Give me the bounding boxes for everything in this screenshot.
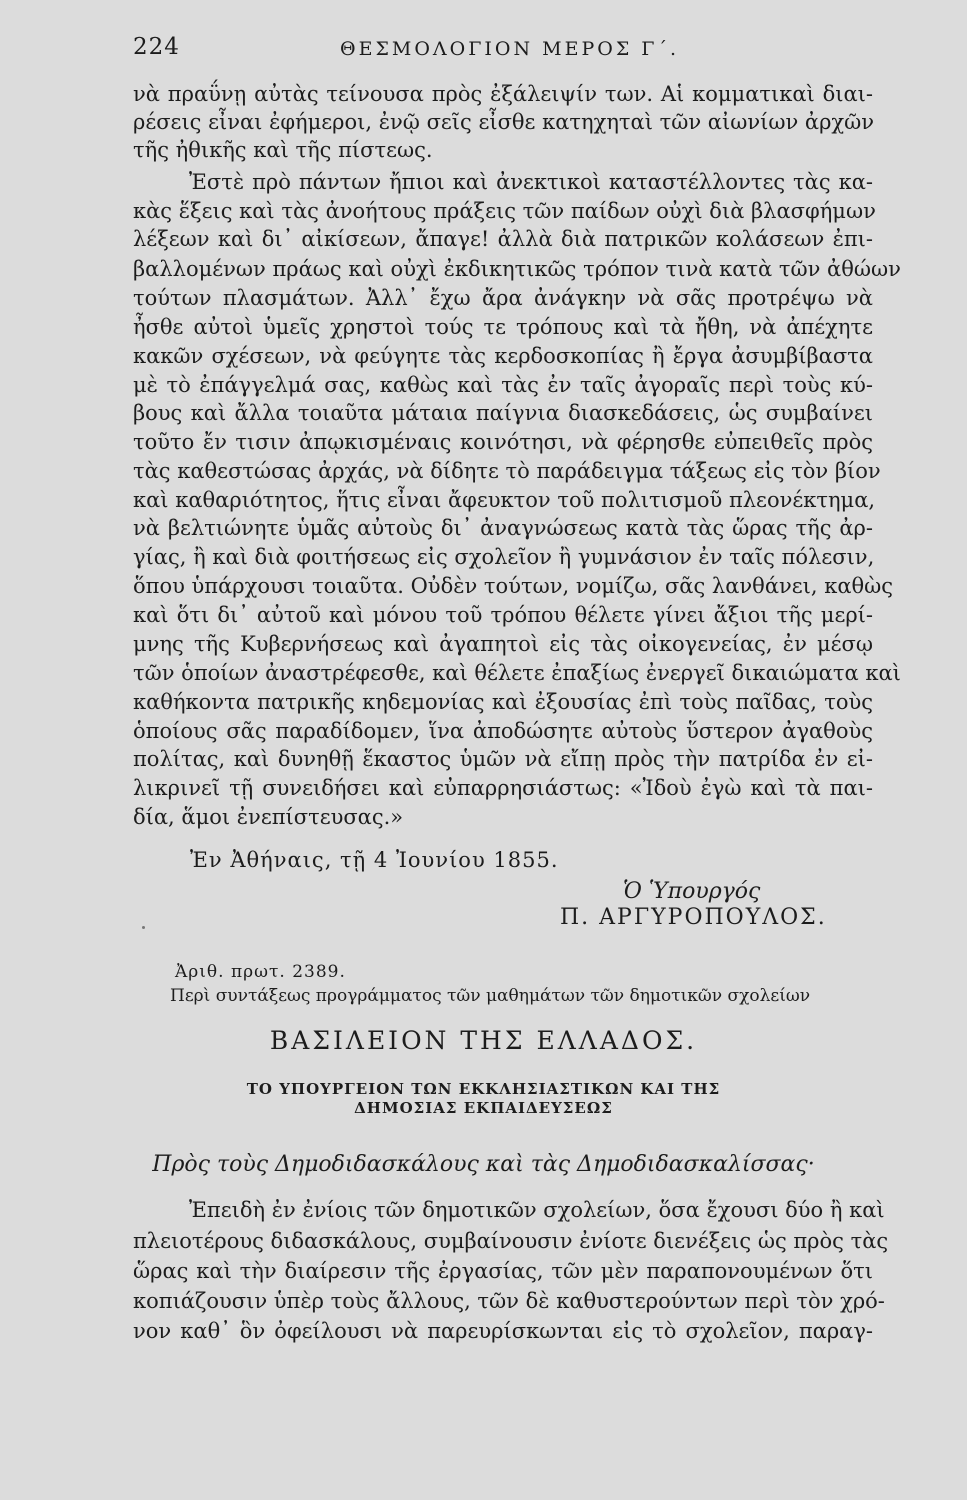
body-line: καὶ ὅτι δι᾽ αὐτοῦ καὶ μόνου τοῦ τρόπου θέλετε γίνει ἄξιοι τῆς μερί- (133, 603, 873, 627)
body-line: δία, ἅμοι ἐνεπίστευσας.» (133, 805, 404, 829)
addressee-line: Πρὸς τοὺς Δημοδιδασκάλους καὶ τὰς Δημοδιδασκαλίσσας· (152, 1152, 815, 1177)
body-line: βαλλομένων πράως καὶ οὐχὶ ἐκδικητικῶς τρόπον τινὰ κατὰ τῶν ἀθώων (133, 257, 901, 281)
body-line: λέξεων καὶ δι᾽ αἰκίσεων, ἄπαγε! ἀλλὰ διὰ πατρικῶν κολάσεων ἐπι- (133, 227, 873, 251)
protocol-number: Ἀριθ. πρωτ. 2389. (175, 962, 346, 982)
body-line: κὰς ἕξεις καὶ τὰς ἀνοήτους πράξεις τῶν παίδων οὐχὶ διὰ βλασφήμων (133, 199, 876, 223)
date-line: Ἐν Ἀθήναις, τῇ 4 Ἰουνίου 1855. (190, 848, 559, 872)
running-title: ΘΕΣΜΟΛΟΓΙΟΝ ΜΕΡΟΣ Γ΄. (340, 38, 680, 60)
body-line: ρέσεις εἶναι ἐφήμεροι, ἐνῷ σεῖς εἶσθε κατηχηταὶ τῶν αἰωνίων ἀρχῶν (133, 110, 875, 134)
body-line: λικρινεῖ τῇ συνειδήσει καὶ εὐπαρρησιάστως: «Ἰδοὺ ἐγὼ καὶ τὰ παι- (133, 776, 873, 800)
body-line: Ἐπειδὴ ἐν ἐνίοις τῶν δημοτικῶν σχολείων, ὅσα ἔχουσι δύο ἢ καὶ (189, 1198, 885, 1222)
body-line: κακῶν σχέσεων, νὰ φεύγητε τὰς κερδοσκοπίας ἢ ἔργα ἀσυμβίβαστα (133, 344, 873, 368)
body-line: ὅπου ὑπάρχουσι τοιαῦτα. Οὐδὲν τούτων, νομίζω, σᾶς λανθάνει, καθὼς (133, 574, 894, 598)
ministry-heading-line: ΤΟ ΥΠΟΥΡΓΕΙΟΝ ΤΩΝ ΕΚΚΛΗΣΙΑΣΤΙΚΩΝ ΚΑΙ ΤΗΣ (246, 1080, 721, 1098)
body-line: βους καὶ ἄλλα τοιαῦτα μάταια παίγνια διασκεδάσεις, ὡς συμβαίνει (133, 401, 873, 425)
body-line: πλειοτέρους διδασκάλους, συμβαίνουσιν ἐνίοτε διενέξεις ὡς πρὸς τὰς (133, 1229, 889, 1253)
paper-speck (142, 926, 145, 929)
ministry-heading-line: ΔΗΜΟΣΙΑΣ ΕΚΠΑΙΔΕΥΣΕΩΣ (354, 1099, 613, 1117)
subject-line: Περὶ συντάξεως προγράμματος τῶν μαθημάτων τῶν δημοτικῶν σχολείων (170, 986, 811, 1006)
body-line: πολίτας, καὶ δυνηθῇ ἕκαστος ὑμῶν νὰ εἴπῃ πρὸς τὴν πατρίδα ἐν εἰ- (133, 747, 873, 771)
body-line: γίας, ἢ καὶ διὰ φοιτήσεως εἰς σχολεῖον ἢ γυμνάσιον ἐν ταῖς πόλεσιν, (133, 545, 875, 569)
body-line: τῶν ὁποίων ἀναστρέφεσθε, καὶ θέλετε ἐπαξίως ἐνεργεῖ δικαιώματα καὶ (133, 661, 901, 685)
body-line: ὥρας καὶ τὴν διαίρεσιν τῆς ἐργασίας, τῶν μὲν παραπονουμένων ὅτι (133, 1259, 873, 1283)
body-line: καθήκοντα πατρικῆς κηδεμονίας καὶ ἐξουσίας ἐπὶ τοὺς παῖδας, τοὺς (133, 690, 873, 714)
body-line: ἦσθε αὐτοὶ ὑμεῖς χρηστοὶ τούς τε τρόπους καὶ τὰ ἤθη, νὰ ἀπέχητε (133, 315, 873, 339)
body-line: τούτων πλασμάτων. Ἀλλ᾽ ἔχω ἄρα ἀνάγκην νὰ σᾶς προτρέψω νὰ (133, 286, 873, 310)
body-line: καὶ καθαριότητος, ἥτις εἶναι ἄφευκτον τοῦ πολιτισμοῦ πλεονέκτημα, (133, 488, 876, 512)
body-line: τὰς καθεστώσας ἀρχάς, νὰ δίδητε τὸ παράδειγμα τάξεως εἰς τὸν βίον (133, 459, 881, 483)
body-line: τῆς ἠθικῆς καὶ τῆς πίστεως. (133, 138, 433, 162)
signature-role: Ὁ Ὑπουργός (623, 879, 761, 904)
body-line: νὰ πραΰνῃ αὐτὰς τείνουσα πρὸς ἐξάλειψίν των. Αἱ κομματικαὶ διαι- (133, 82, 873, 106)
body-line: ὁποίους σᾶς παραδίδομεν, ἵνα ἀποδώσητε αὐτοὺς ὕστερον ἀγαθοὺς (133, 719, 873, 743)
body-line: μνης τῆς Κυβερνήσεως καὶ ἀγαπητοὶ εἰς τὰς οἰκογενείας, ἐν μέσῳ (133, 632, 873, 656)
body-line: τοῦτο ἔν τισιν ἀπῳκισμέναις κοινότησι, νὰ φέρησθε εὐπειθεῖς πρὸς (133, 430, 873, 454)
body-line: νον καθ᾽ ὃν ὀφείλουσι νὰ παρευρίσκωνται εἰς τὸ σχολεῖον, παραγ- (133, 1319, 873, 1343)
body-line: Ἐστὲ πρὸ πάντων ἤπιοι καὶ ἀνεκτικοὶ καταστέλλοντες τὰς κα- (189, 170, 873, 194)
signature-name: Π. ΑΡΓΥΡΟΠΟΥΛΟΣ. (560, 905, 827, 930)
page-number: 224 (133, 34, 180, 60)
body-line: κοπιάζουσιν ὑπὲρ τοὺς ἄλλους, τῶν δὲ καθυστερούντων περὶ τὸν χρό- (133, 1289, 885, 1313)
kingdom-heading: ΒΑΣΙΛΕΙΟΝ ΤΗΣ ΕΛΛΑΔΟΣ. (269, 1026, 698, 1055)
body-line: νὰ βελτιώνητε ὑμᾶς αὐτοὺς δι᾽ ἀναγνώσεως κατὰ τὰς ὥρας τῆς ἀρ- (133, 516, 873, 540)
body-line: μὲ τὸ ἐπάγγελμά σας, καθὼς καὶ τὰς ἐν ταῖς ἀγοραῖς περὶ τοὺς κύ- (133, 373, 873, 397)
